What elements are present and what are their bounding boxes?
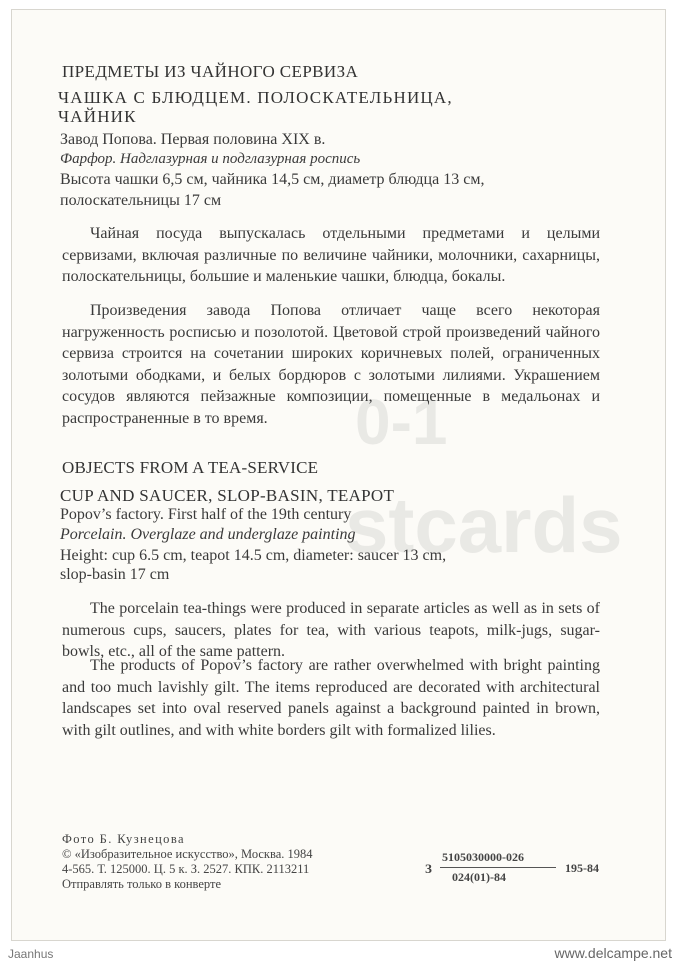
ru-subheading — [58, 88, 618, 126]
watermark-line1: 0-1 — [355, 386, 448, 458]
ru-material: Фарфор. Надглазурная и подглазурная роспись — [60, 151, 361, 167]
ru-factory: Завод Попова. Первая половина XIX в. — [60, 131, 326, 148]
ru-paragraph-2 — [62, 300, 600, 429]
code-letter: З — [425, 861, 432, 876]
footer-publisher: © «Изобразительное искусство», Москва. 1984 — [62, 847, 313, 861]
code-numerator: 5105030000-026 — [442, 850, 524, 864]
ru-paragraph-2-text: Произведения завода Попова отличает чаще всего некоторая нагруженность росписью и позолотой. Цветовой строй произведений чайного сервиза строится на сочетании широких коричневых полей, ограниченных золотыми ободками, и белых бордюров с золотыми лилиями. Украшением сосудов являются пейзажные композиции, помещенные в медальонах и распространенные в то время. — [62, 302, 600, 427]
site-credit[interactable]: www.delcampe.net — [554, 945, 672, 961]
en-material: Porcelain. Overglaze and underglaze painting — [60, 526, 356, 543]
ru-paragraph-1-text: Чайная посуда выпускалась отдельными предметами и целыми сервизами, включая различные по величине чайники, молочники, сахарницы, полоскательницы, большие и маленькие чашки, блюдца, бокалы. — [62, 225, 600, 285]
code-denominator: 024(01)-84 — [452, 870, 506, 884]
en-subheading: CUP AND SAUCER, SLOP-BASIN, TEAPOT — [60, 486, 395, 505]
footer-envelope-note: Отправлять только в конверте — [62, 877, 222, 891]
source-credit: Jaanhus — [8, 947, 54, 961]
ru-dims-line1: Высота чашки 6,5 см, чайника 14,5 см, диаметр блюдца 13 см, — [60, 171, 485, 188]
ru-subheading-line1: ЧАШКА С БЛЮДЦЕМ. ПОЛОСКАТЕЛЬНИЦА, — [58, 88, 453, 107]
code-fraction-line — [440, 867, 556, 868]
en-paragraph-1-text: The porcelain tea-things were produced in separate articles as well as in sets of numerous cups, saucers, plates for tea, with various teapots, milk-jugs, sugar-bowls, etc., all of the same pattern. — [62, 600, 600, 660]
en-paragraph-2 — [62, 655, 600, 741]
en-dims-line1: Height: cup 6.5 cm, teapot 14.5 cm, diameter: saucer 13 cm, — [60, 547, 447, 564]
en-heading: OBJECTS FROM A TEA-SERVICE — [62, 458, 319, 477]
ru-heading: ПРЕДМЕТЫ ИЗ ЧАЙНОГО СЕРВИЗА — [62, 62, 359, 81]
footer-imprint: 4-565. Т. 125000. Ц. 5 к. З. 2527. КПК. 2113211 — [62, 862, 310, 876]
ru-subheading-line2: ЧАЙНИК — [58, 107, 137, 126]
watermark-line2: stcards — [345, 481, 623, 569]
footer-photo-credit: Фото Б. Кузнецова — [62, 832, 185, 846]
en-factory: Popov’s factory. First half of the 19th century — [60, 506, 352, 523]
ru-dims-line2: полоскательницы 17 см — [60, 192, 222, 209]
en-dims-line2: slop-basin 17 cm — [60, 566, 170, 583]
ru-paragraph-1 — [62, 223, 600, 288]
code-suffix: 195-84 — [565, 861, 599, 875]
en-paragraph-1 — [62, 598, 600, 663]
en-paragraph-2-text: The products of Popov’s factory are rather overwhelmed with bright painting and too much lavishly gilt. The items reproduced are decorated with architectural landscapes set into oval reserved panels against a background painted in brown, with gilt outlines, and with white borders gilt with formalized lilies. — [62, 657, 600, 739]
